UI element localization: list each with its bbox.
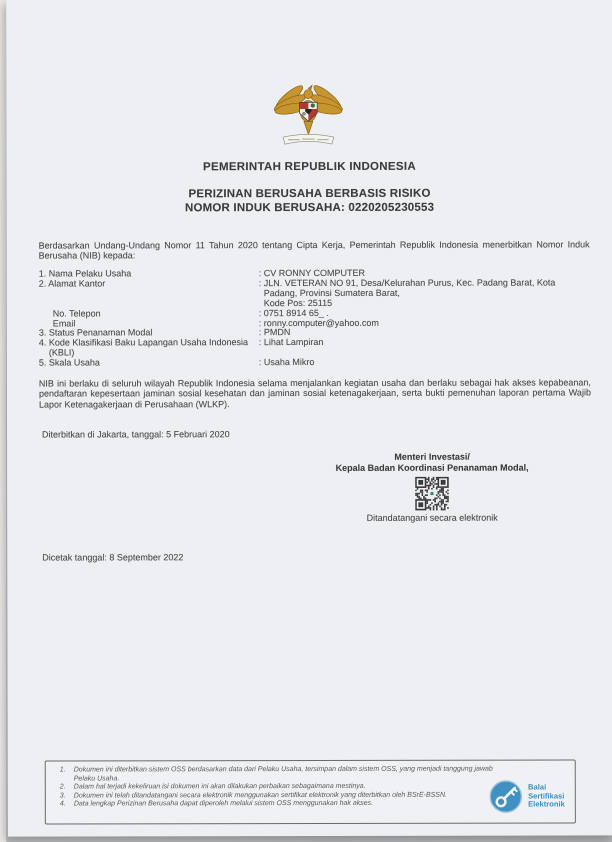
bsre-certifier-logo [489,779,565,813]
electronic-certificate-key-icon [489,780,523,814]
field-skala-usaha [39,358,594,369]
field-value: : CV RONNY COMPUTER [258,267,366,279]
field-value: : JLN. VETERAN NO 91, Desa/Kelurahan Purus, Kec. Padang Barat, Kota Padang, Provinsi Sumatera Barat, Kode Pos: 25115 [258,277,556,308]
nib-number-line: NOMOR INDUK BERUSAHA: 0220205230553 [184,201,435,214]
certifier-name-line2: Sertifikasi [528,791,565,801]
field-label: 3. Status Penanaman Modal [38,327,153,339]
signatory-title-1: Menteri Investasi/ [394,451,470,462]
field-label: 5. Skala Usaha [38,357,100,368]
field-value: : Lihat Lampiran [258,337,324,348]
footer-notes-list [60,766,503,809]
validity-paragraph: NIB ini berlaku di seluruh wilayah Republik Indonesia selama menjalankan kegiatan usaha dan berlaku sebagai hak akses kepabeanan, pendaftaran kepesertaan jaminan sosial kesehatan dan jaminan sosial ketenagakerjaan, serta bukti pemenuhan laporan pertama Wajib Lapor Ketenagakerjaan di Perusahaan (WLKP). [38,377,591,410]
note-number: 2. [59,783,66,791]
note-number: 3. [59,792,66,800]
field-value: : 0751 8914 65_ . [258,307,329,318]
garuda-icon [270,71,346,159]
signature-block [303,451,561,524]
field-label: 2. Alamat Kantor [38,278,106,289]
field-value: : Usaha Mikro [258,357,315,368]
note-number: 4. [59,800,66,808]
certifier-name-line1: Balai [528,782,547,792]
footer-note [60,800,503,809]
field-label: No. Telepon [52,308,101,319]
intro-paragraph: Berdasarkan Undang-Undang Nomor 11 Tahun 2020 tentang Cipta Kerja, Pemerintah Republik Indonesia menerbitkan Nomor Induk Berusaha (NIB) kepada: [38,239,590,261]
field-label: Email [52,318,76,329]
field-label: 4. Kode Klasifikasi Baku Lapangan Usaha Indonesia (KBLI) [38,337,249,358]
note-text: Dokumen ini diterbitkan sistem OSS berdasarkan data dari Pelaku Usaha, tersimpan dalam sistem OSS, yang menjadi tanggung jawab Pelaku Usaha. [73,765,493,782]
garuda-pancasila-emblem [270,71,346,159]
note-text: Dokumen ini telah ditandatangani secara elektronik menggunakan sertifikat elektronik yang diterbitkan oleh BSrE-BSSN. [73,791,447,799]
business-fields-list [39,268,594,368]
field-value: : PMDN [258,327,291,338]
note-number: 1. [59,766,66,774]
certifier-name-line3: Elektronik [528,799,565,809]
government-title: PEMERINTAH REPUBLIK INDONESIA [202,160,416,174]
field-alamat-kantor [39,278,594,309]
issued-line: Diterbitkan di Jakarta, tanggal: 5 Februari 2020 [42,429,230,440]
qr-code [415,477,449,511]
footer-note [60,766,503,784]
document-page [6,0,612,837]
electronic-signature-note: Ditandatangani secara elektronik [366,512,498,524]
note-text: Dalam hal terjadi kekeliruan isi dokumen ini akan dilakukan perbaikan sebagaimana mestinya. [73,782,366,791]
note-text: Data lengkap Perizinan Berusaha dapat diperoleh melalui sistem OSS menggunakan hak akses. [73,799,374,808]
footer-notes-box [45,759,576,824]
printed-date-line: Dicetak tanggal: 8 September 2022 [42,552,184,563]
document-title: PERIZINAN BERUSAHA BERBASIS RISIKO [188,187,431,201]
field-label: 1. Nama Pelaku Usaha [38,268,132,279]
signatory-title-2: Kepala Badan Koordinasi Penanaman Modal, [335,462,529,473]
field-value: : ronny.computer@yahoo.com [258,317,379,328]
field-kbli [39,338,594,359]
